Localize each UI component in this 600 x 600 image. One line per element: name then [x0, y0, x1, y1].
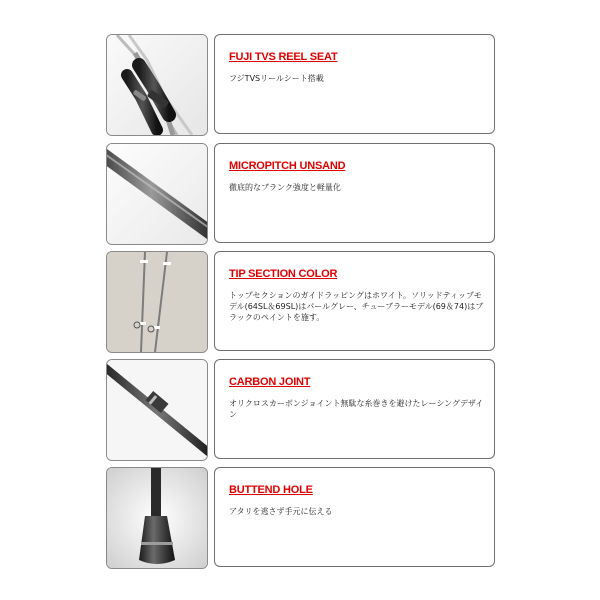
tip-section-photo	[106, 251, 208, 353]
feature-title: MICROPITCH UNSAND	[229, 160, 346, 172]
blank-photo	[106, 143, 208, 245]
reel-seat-photo	[106, 34, 208, 136]
feature-row-micropitch	[106, 143, 498, 245]
feature-card	[214, 251, 495, 351]
feature-description: フジTVSリールシート搭載	[229, 74, 324, 83]
tip-section-icon	[107, 252, 207, 352]
feature-description: トップセクションのガイドラッピングはホワイト。ソリッドティップモデル(64SL＆69SL)はパールグレー、チューブラーモデル(69＆74)はブラックのペイントを施す。	[229, 291, 484, 322]
reel-seat-icon	[107, 35, 207, 135]
feature-title: BUTTEND HOLE	[229, 484, 313, 496]
buttend-photo	[106, 467, 208, 569]
blank-icon	[107, 144, 207, 244]
carbon-joint-icon	[107, 360, 207, 460]
feature-card	[214, 359, 495, 459]
feature-card	[214, 143, 495, 243]
feature-description: 徹底的なブランク強度と軽量化	[229, 183, 341, 192]
feature-description: アタリを逃さず手元に伝える	[229, 507, 333, 516]
buttend-icon	[107, 468, 207, 568]
feature-row-tip-section	[106, 251, 498, 353]
feature-card	[214, 467, 495, 567]
feature-row-buttend	[106, 467, 498, 569]
feature-card	[214, 34, 495, 134]
feature-description: オリクロスカーボンジョイント無駄な糸巻きを避けたレーシングデザイン	[229, 399, 484, 419]
feature-row-reel-seat	[106, 34, 498, 136]
feature-title: FUJI TVS REEL SEAT	[229, 51, 338, 63]
feature-row-carbon-joint	[106, 359, 498, 461]
feature-title: TIP SECTION COLOR	[229, 268, 338, 280]
feature-title: CARBON JOINT	[229, 376, 311, 388]
carbon-joint-photo	[106, 359, 208, 461]
